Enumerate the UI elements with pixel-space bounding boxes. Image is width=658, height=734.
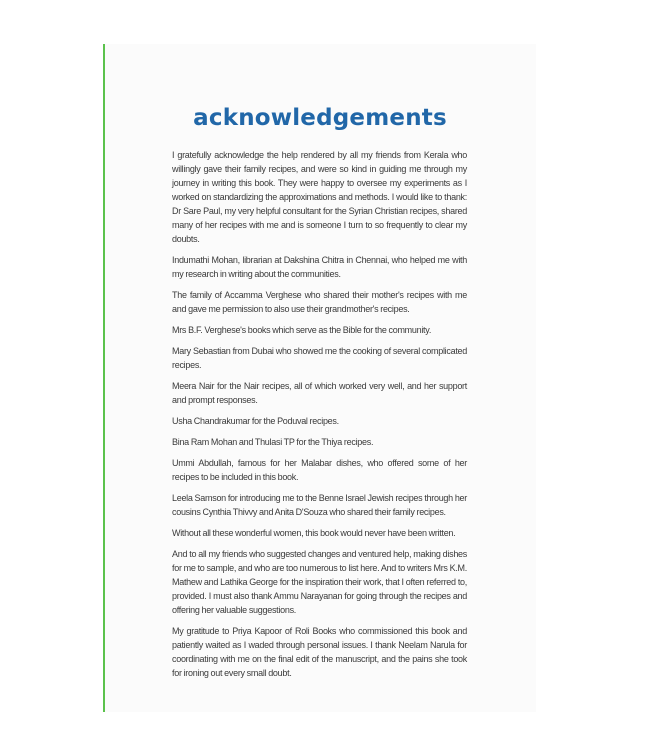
paragraph: Leela Samson for introducing me to the Benne Israel Jewish recipes through her cousins Cynthia Thivvy and Anita D'Souza who shared their family recipes. (172, 493, 467, 517)
paragraph: Indumathi Mohan, librarian at Dakshina Chitra in Chennai, who helped me with my research in writing about the communities. (172, 255, 467, 279)
paragraph: Meera Nair for the Nair recipes, all of which worked very well, and her support and prompt responses. (172, 381, 467, 405)
paragraph: Usha Chandrakumar for the Poduval recipes. (172, 416, 339, 426)
acknowledgements-body (172, 148, 467, 687)
page-edge-rule (103, 44, 105, 712)
paragraph: Ummi Abdullah, famous for her Malabar dishes, who offered some of her recipes to be included in this book. (172, 458, 467, 482)
paragraph: Bina Ram Mohan and Thulasi TP for the Thiya recipes. (172, 437, 374, 447)
page-title: acknowledgements (193, 105, 447, 131)
paragraph: I gratefully acknowledge the help rendered by all my friends from Kerala who willingly gave their family recipes, and were so kind in guiding me through my journey in writing this book. They were happy to oversee my experiments as I worked on standardizing the approximations and methods. I would like to thank: Dr Sare Paul, my very helpful consultant for the Syrian Christian recipes, shared many of her recipes with me and is someone I turn to so frequently to clear my doubts. (172, 150, 467, 244)
paragraph: My gratitude to Priya Kapoor of Roli Books who commissioned this book and patiently waited as I waded through personal issues. I thank Neelam Narula for coordinating with me on the final edit of the manuscript, and the pains she took for ironing out every small doubt. (172, 626, 467, 678)
paragraph: Without all these wonderful women, this book would never have been written. (172, 528, 456, 538)
paragraph: Mary Sebastian from Dubai who showed me the cooking of several complicated recipes. (172, 346, 467, 370)
paragraph: The family of Accamma Verghese who shared their mother's recipes with me and gave me permission to also use their grandmother's recipes. (172, 290, 467, 314)
paragraph: Mrs B.F. Verghese's books which serve as the Bible for the community. (172, 325, 432, 335)
paragraph: And to all my friends who suggested changes and ventured help, making dishes for me to sample, and who are too numerous to list here. And to writers Mrs K.M. Mathew and Lathika George for the inspiration their work, that I often referred to, provided. I must also thank Ammu Narayanan for going through the recipes and offering her valuable suggestions. (172, 549, 467, 615)
